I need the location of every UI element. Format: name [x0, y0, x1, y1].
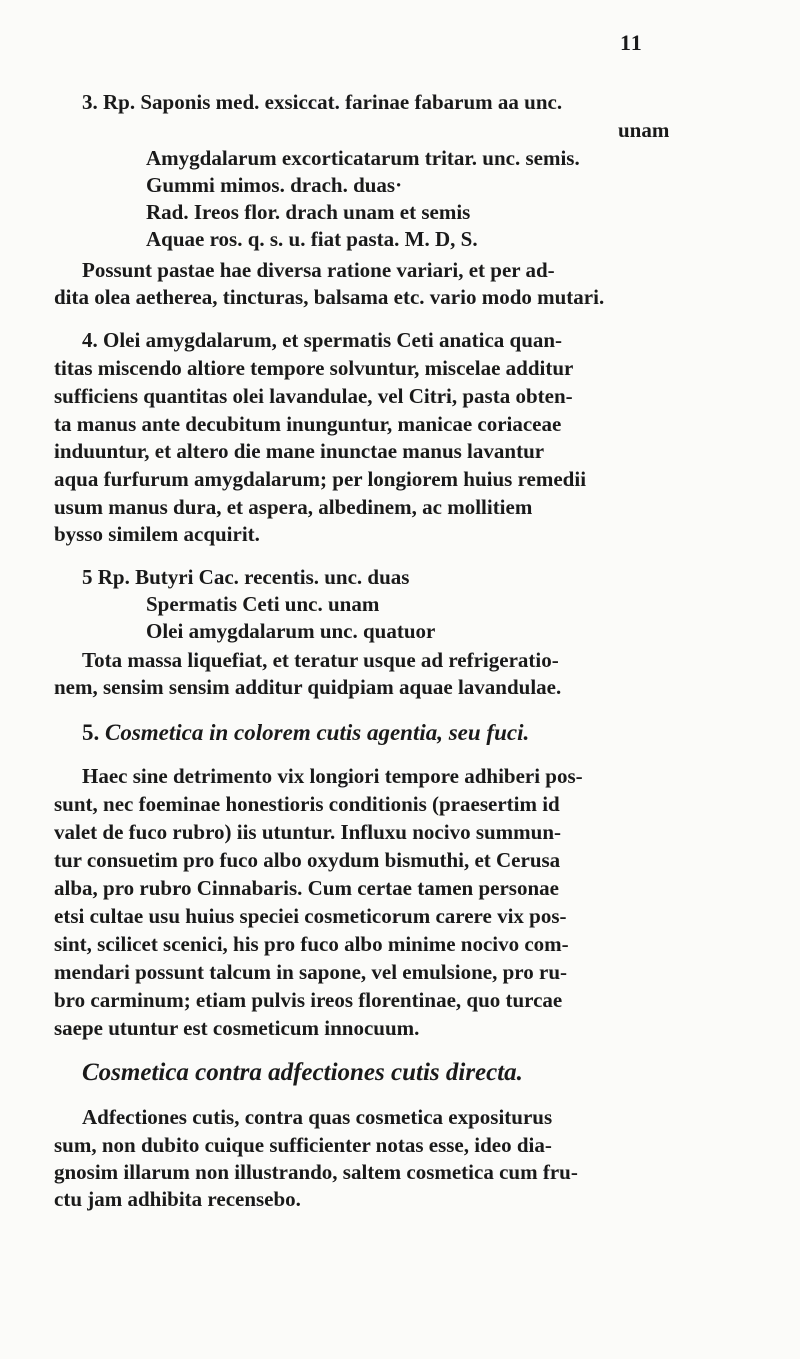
section-5-number: 5.: [82, 720, 100, 745]
recipe-5-ingredient: Spermatis Ceti unc. unam: [146, 592, 380, 616]
recipe-5-note: nem, sensim sensim additur quidpiam aquae lavandulae.: [54, 675, 562, 699]
paragraph-4-line: aqua furfurum amygdalarum; per longiorem huius remedii: [54, 467, 587, 491]
recipe-5-line: 5 Rp. Butyri Cac. recentis. unc. duas: [82, 565, 410, 589]
recipe-3-ingredient: Amygdalarum excorticatarum tritar. unc. semis.: [146, 146, 580, 170]
section-5-line: bro carminum; etiam pulvis ireos florentinae, quo turcae: [54, 988, 563, 1012]
section-5-line: sint, scilicet scenici, his pro fuco albo minime nocivo com-: [54, 932, 569, 956]
paragraph-4-line: induuntur, et altero die mane inunctae manus lavantur: [54, 439, 545, 463]
section-5-line: alba, pro rubro Cinnabaris. Cum certae tamen personae: [54, 876, 559, 900]
recipe-3-line: 3. Rp. Saponis med. exsiccat. farinae fabarum aa unc.: [82, 90, 563, 114]
page-number: 11: [620, 30, 643, 55]
section-6-heading: Cosmetica contra adfectiones cutis directa.: [82, 1059, 523, 1086]
recipe-3-note: Possunt pastae hae diversa ratione variari, et per ad-: [82, 258, 555, 282]
recipe-3-ingredient: Aquae ros. q. s. u. fiat pasta. M. D, S.: [146, 227, 478, 251]
recipe-5-ingredient: Olei amygdalarum unc. quatuor: [146, 619, 436, 643]
paragraph-4-line: 4. Olei amygdalarum, et spermatis Ceti anatica quan-: [82, 328, 563, 352]
section-5-line: sunt, nec foeminae honestioris conditionis (praesertim id: [54, 792, 560, 816]
paragraph-4-line: bysso similem acquirit.: [54, 522, 260, 546]
paragraph-4-line: ta manus ante decubitum inunguntur, manicae coriaceae: [54, 412, 562, 436]
recipe-3-unam: unam: [618, 118, 670, 142]
section-6-line: gnosim illarum non illustrando, saltem cosmetica cum fru-: [54, 1160, 578, 1184]
section-5-line: Haec sine detrimento vix longiori tempore adhiberi pos-: [82, 764, 583, 788]
section-5-line: tur consuetim pro fuco albo oxydum bismuthi, et Cerusa: [54, 848, 561, 872]
section-5-heading: [82, 721, 529, 744]
recipe-3-note: dita olea aetherea, tincturas, balsama etc. vario modo mutari.: [54, 285, 605, 309]
section-6-line: ctu jam adhibita recensebo.: [54, 1187, 301, 1211]
paragraph-4-line: sufficiens quantitas olei lavandulae, vel Citri, pasta obten-: [54, 384, 573, 408]
recipe-3-ingredient: Gummi mimos. drach. duas·: [146, 173, 403, 197]
section-5-line: valet de fuco rubro) iis utuntur. Influxu nocivo summun-: [54, 820, 562, 844]
section-5-title: Cosmetica in colorem cutis agentia, seu fuci.: [105, 720, 530, 745]
section-5-line: mendari possunt talcum in sapone, vel emulsione, pro ru-: [54, 960, 567, 984]
paragraph-4-line: titas miscendo altiore tempore solvuntur, miscelae additur: [54, 356, 574, 380]
paragraph-4-line: usum manus dura, et aspera, albedinem, ac mollitiem: [54, 495, 533, 519]
section-5-line: saepe utuntur est cosmeticum innocuum.: [54, 1016, 420, 1040]
recipe-3-ingredient: Rad. Ireos flor. drach unam et semis: [146, 200, 471, 224]
section-6-line: Adfectiones cutis, contra quas cosmetica expositurus: [82, 1105, 553, 1129]
section-6-line: sum, non dubito cuique sufficienter notas esse, ideo dia-: [54, 1133, 552, 1157]
recipe-5-note: Tota massa liquefiat, et teratur usque ad refrigeratio-: [82, 648, 559, 672]
section-5-line: etsi cultae usu huius speciei cosmeticorum carere vix pos-: [54, 904, 567, 928]
